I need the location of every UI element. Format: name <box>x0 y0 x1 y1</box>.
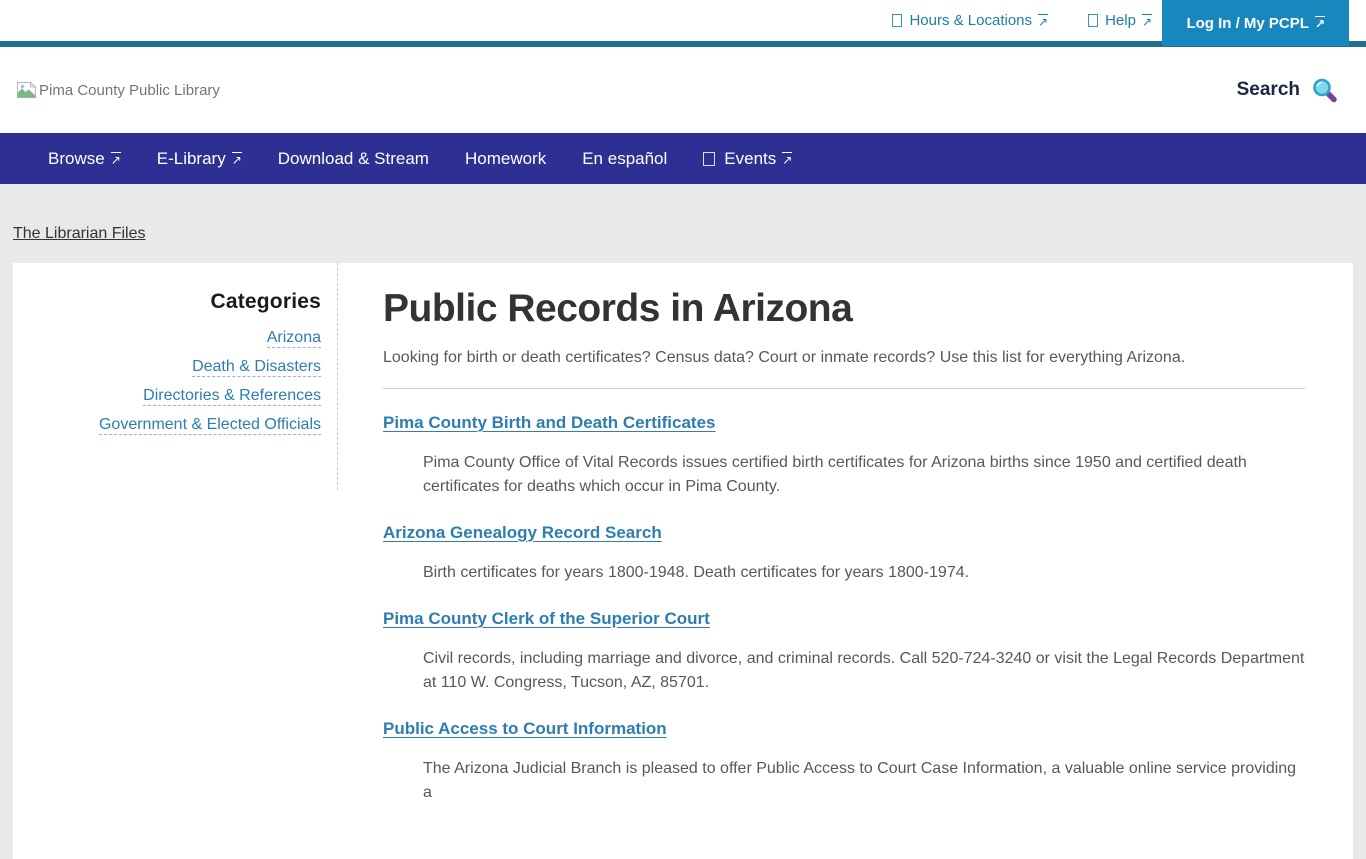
hours-locations-link[interactable] <box>892 12 1048 29</box>
nav-item-download-stream[interactable] <box>278 149 429 169</box>
nav-item-browse[interactable] <box>48 149 121 169</box>
category-link-directories-references[interactable]: Directories & References <box>143 387 321 404</box>
missing-glyph-icon <box>892 14 902 27</box>
record-link-clerk-superior-court[interactable]: Pima County Clerk of the Superior Court <box>383 609 710 628</box>
search-button[interactable] <box>1237 77 1338 104</box>
record-item <box>383 609 1305 695</box>
categories-sidebar <box>13 263 338 490</box>
category-link-arizona[interactable]: Arizona <box>266 329 321 346</box>
breadcrumb-librarian-files-link[interactable]: The Librarian Files <box>13 225 146 242</box>
help-label: Help <box>1105 12 1136 29</box>
hours-locations-label: Hours & Locations <box>909 12 1033 29</box>
nav-item-e-library[interactable] <box>157 149 242 169</box>
page-intro: Looking for birth or death certificates? Census data? Court or inmate records? Use this list for everything Arizona. <box>383 349 1186 366</box>
nav-label: Homework <box>464 148 547 168</box>
external-link-icon: ↗ <box>110 152 121 167</box>
record-description: The Arizona Judicial Branch is pleased to offer Public Access to Court Case Information, a valuable online service providing a <box>423 760 1297 801</box>
record-description: Birth certificates for years 1800-1948. Death certificates for years 1800-1974. <box>423 564 970 581</box>
record-item <box>383 413 1305 499</box>
broken-image-icon <box>16 81 37 99</box>
record-description: Civil records, including marriage and divorce, and criminal records. Call 520-724-3240 or visit the Legal Records Department at 110 W. Congress, Tucson, AZ, 85701. <box>423 650 1305 691</box>
external-link-icon: ↗ <box>1141 14 1152 29</box>
external-link-icon: ↗ <box>231 152 242 167</box>
login-label: Log In / My PCPL <box>1186 14 1309 32</box>
breadcrumb <box>13 225 1366 243</box>
category-link-death-disasters[interactable]: Death & Disasters <box>192 358 321 375</box>
login-button[interactable] <box>1162 0 1349 46</box>
external-link-icon: ↗ <box>1038 14 1049 29</box>
missing-glyph-icon <box>1088 14 1098 27</box>
logo-alt-text: Pima County Public Library <box>39 81 220 99</box>
record-description: Pima County Office of Vital Records issues certified birth certificates for Arizona births since 1950 and certified death certificates for deaths which occur in Pima County. <box>423 454 1247 495</box>
record-item <box>383 523 1305 585</box>
divider <box>383 388 1305 389</box>
nav-item-en-espanol[interactable] <box>582 149 667 169</box>
content-card <box>13 263 1353 859</box>
nav-label: Download & Stream <box>277 148 429 168</box>
help-link[interactable] <box>1088 12 1152 29</box>
search-label: Search <box>1236 79 1300 100</box>
external-link-icon: ↗ <box>782 152 793 167</box>
search-icon <box>1311 77 1338 104</box>
record-link-birth-death-certificates[interactable]: Pima County Birth and Death Certificates <box>383 413 716 432</box>
nav-label: Browse <box>48 148 105 168</box>
nav-label: Events <box>724 148 777 168</box>
nav-label: E-Library <box>156 148 226 168</box>
nav-item-events[interactable] <box>703 149 792 169</box>
external-link-icon: ↗ <box>1314 17 1325 31</box>
categories-title: Categories <box>210 290 321 313</box>
page-title: Public Records in Arizona <box>383 287 853 330</box>
site-header <box>0 47 1366 133</box>
record-link-public-access-court-information[interactable]: Public Access to Court Information <box>383 719 667 738</box>
record-link-genealogy-record-search[interactable]: Arizona Genealogy Record Search <box>383 523 662 542</box>
category-link-government-elected-officials[interactable]: Government & Elected Officials <box>98 416 321 433</box>
nav-item-homework[interactable] <box>465 149 546 169</box>
main-content <box>338 263 1353 859</box>
site-logo[interactable] <box>16 81 220 99</box>
nav-label: En español <box>582 148 668 168</box>
main-nav <box>0 133 1366 184</box>
missing-glyph-icon <box>703 152 715 166</box>
utility-bar <box>0 0 1366 47</box>
record-item <box>383 719 1305 805</box>
